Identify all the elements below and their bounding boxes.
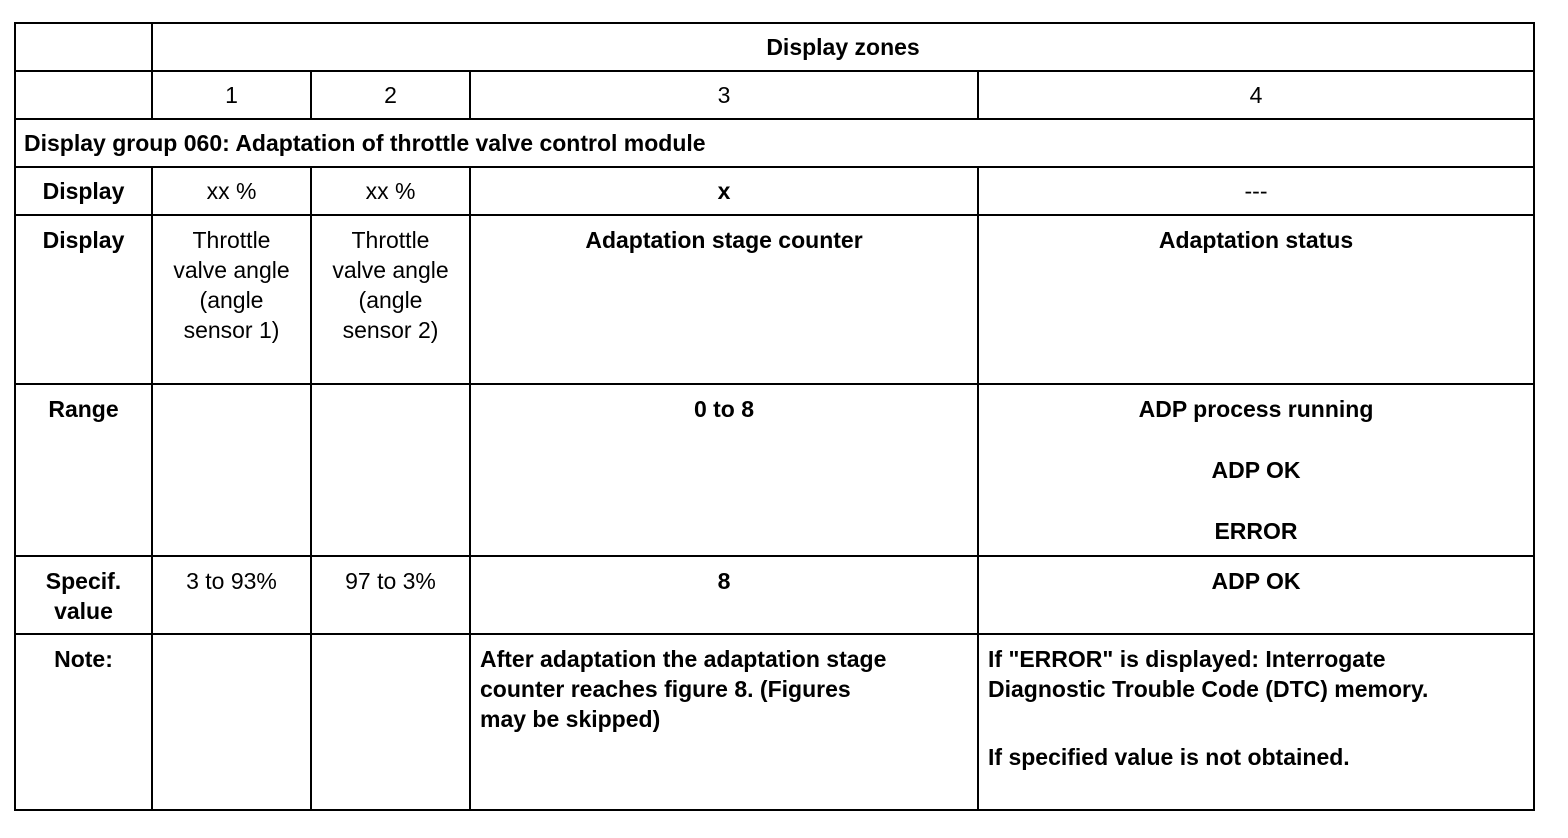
- display-value-zone-4: ---: [978, 167, 1534, 215]
- note-zone-1: [152, 634, 311, 810]
- specified-value-zone-2: 97 to 3%: [311, 556, 470, 634]
- display-name-zone-1: [152, 215, 311, 384]
- specified-value-row: [15, 556, 1534, 634]
- zone-2-name-line-4: sensor 2): [342, 317, 439, 343]
- note-zone-3-line-2: counter reaches figure 8. (Figures: [480, 676, 851, 702]
- zone-2-name-line-3: (angle: [358, 287, 423, 313]
- display-value-zone-1: xx %: [152, 167, 311, 215]
- zone-number-empty-cell: [15, 71, 152, 119]
- specified-value-zone-4: ADP OK: [978, 556, 1534, 634]
- zone-number-4: 4: [978, 71, 1534, 119]
- display-group-table: [14, 22, 1535, 811]
- header-empty-cell: [15, 23, 152, 71]
- group-title-row: [15, 119, 1534, 167]
- zone-1-name-line-2: valve angle: [173, 257, 290, 283]
- zone-1-name-line-4: sensor 1): [183, 317, 280, 343]
- display-zones-heading: Display zones: [152, 23, 1534, 71]
- display-name-zone-2: [311, 215, 470, 384]
- note-label: Note:: [15, 634, 152, 810]
- note-zone-4-line-1: If "ERROR" is displayed: Interrogate: [988, 646, 1386, 672]
- range-zone-2: [311, 384, 470, 556]
- zone-2-name-line-2: valve angle: [332, 257, 449, 283]
- display-value-zone-2: xx %: [311, 167, 470, 215]
- display-values-row: [15, 167, 1534, 215]
- range-zone-1: [152, 384, 311, 556]
- note-zone-4: [978, 634, 1534, 810]
- range-zone-4-line-1: ADP process running: [1138, 396, 1374, 422]
- note-zone-4-line-2: Diagnostic Trouble Code (DTC) memory.: [988, 676, 1429, 702]
- note-zone-2: [311, 634, 470, 810]
- zone-2-name-line-1: Throttle: [351, 227, 430, 253]
- header-row-display-zones: [15, 23, 1534, 71]
- specified-value-label: [15, 556, 152, 634]
- range-zone-4-line-3: ERROR: [1214, 518, 1298, 544]
- specified-value-label-line-2: value: [54, 598, 113, 624]
- note-zone-3-line-1: After adaptation the adaptation stage: [480, 646, 887, 672]
- specified-value-label-line-1: Specif.: [45, 568, 122, 594]
- range-zone-4: [978, 384, 1534, 556]
- range-zone-3: 0 to 8: [470, 384, 978, 556]
- header-row-zone-numbers: [15, 71, 1534, 119]
- note-zone-3-line-3: may be skipped): [480, 706, 661, 732]
- specified-value-zone-1: 3 to 93%: [152, 556, 311, 634]
- group-title: Display group 060: Adaptation of throttle valve control module: [15, 119, 1534, 167]
- display-values-label: Display: [15, 167, 152, 215]
- zone-number-3: 3: [470, 71, 978, 119]
- display-name-zone-3: Adaptation stage counter: [470, 215, 978, 384]
- display-names-row: [15, 215, 1534, 384]
- note-zone-3: [470, 634, 978, 810]
- range-zone-4-line-2: ADP OK: [1211, 457, 1301, 483]
- zone-1-name-line-1: Throttle: [192, 227, 271, 253]
- specified-value-zone-3: 8: [470, 556, 978, 634]
- zone-number-2: 2: [311, 71, 470, 119]
- range-label: Range: [15, 384, 152, 556]
- display-value-zone-3: x: [470, 167, 978, 215]
- note-zone-4-line-3: If specified value is not obtained.: [988, 744, 1350, 770]
- zone-number-1: 1: [152, 71, 311, 119]
- range-row: [15, 384, 1534, 556]
- note-row: [15, 634, 1534, 810]
- display-names-label: Display: [15, 215, 152, 384]
- zone-1-name-line-3: (angle: [199, 287, 264, 313]
- display-name-zone-4: Adaptation status: [978, 215, 1534, 384]
